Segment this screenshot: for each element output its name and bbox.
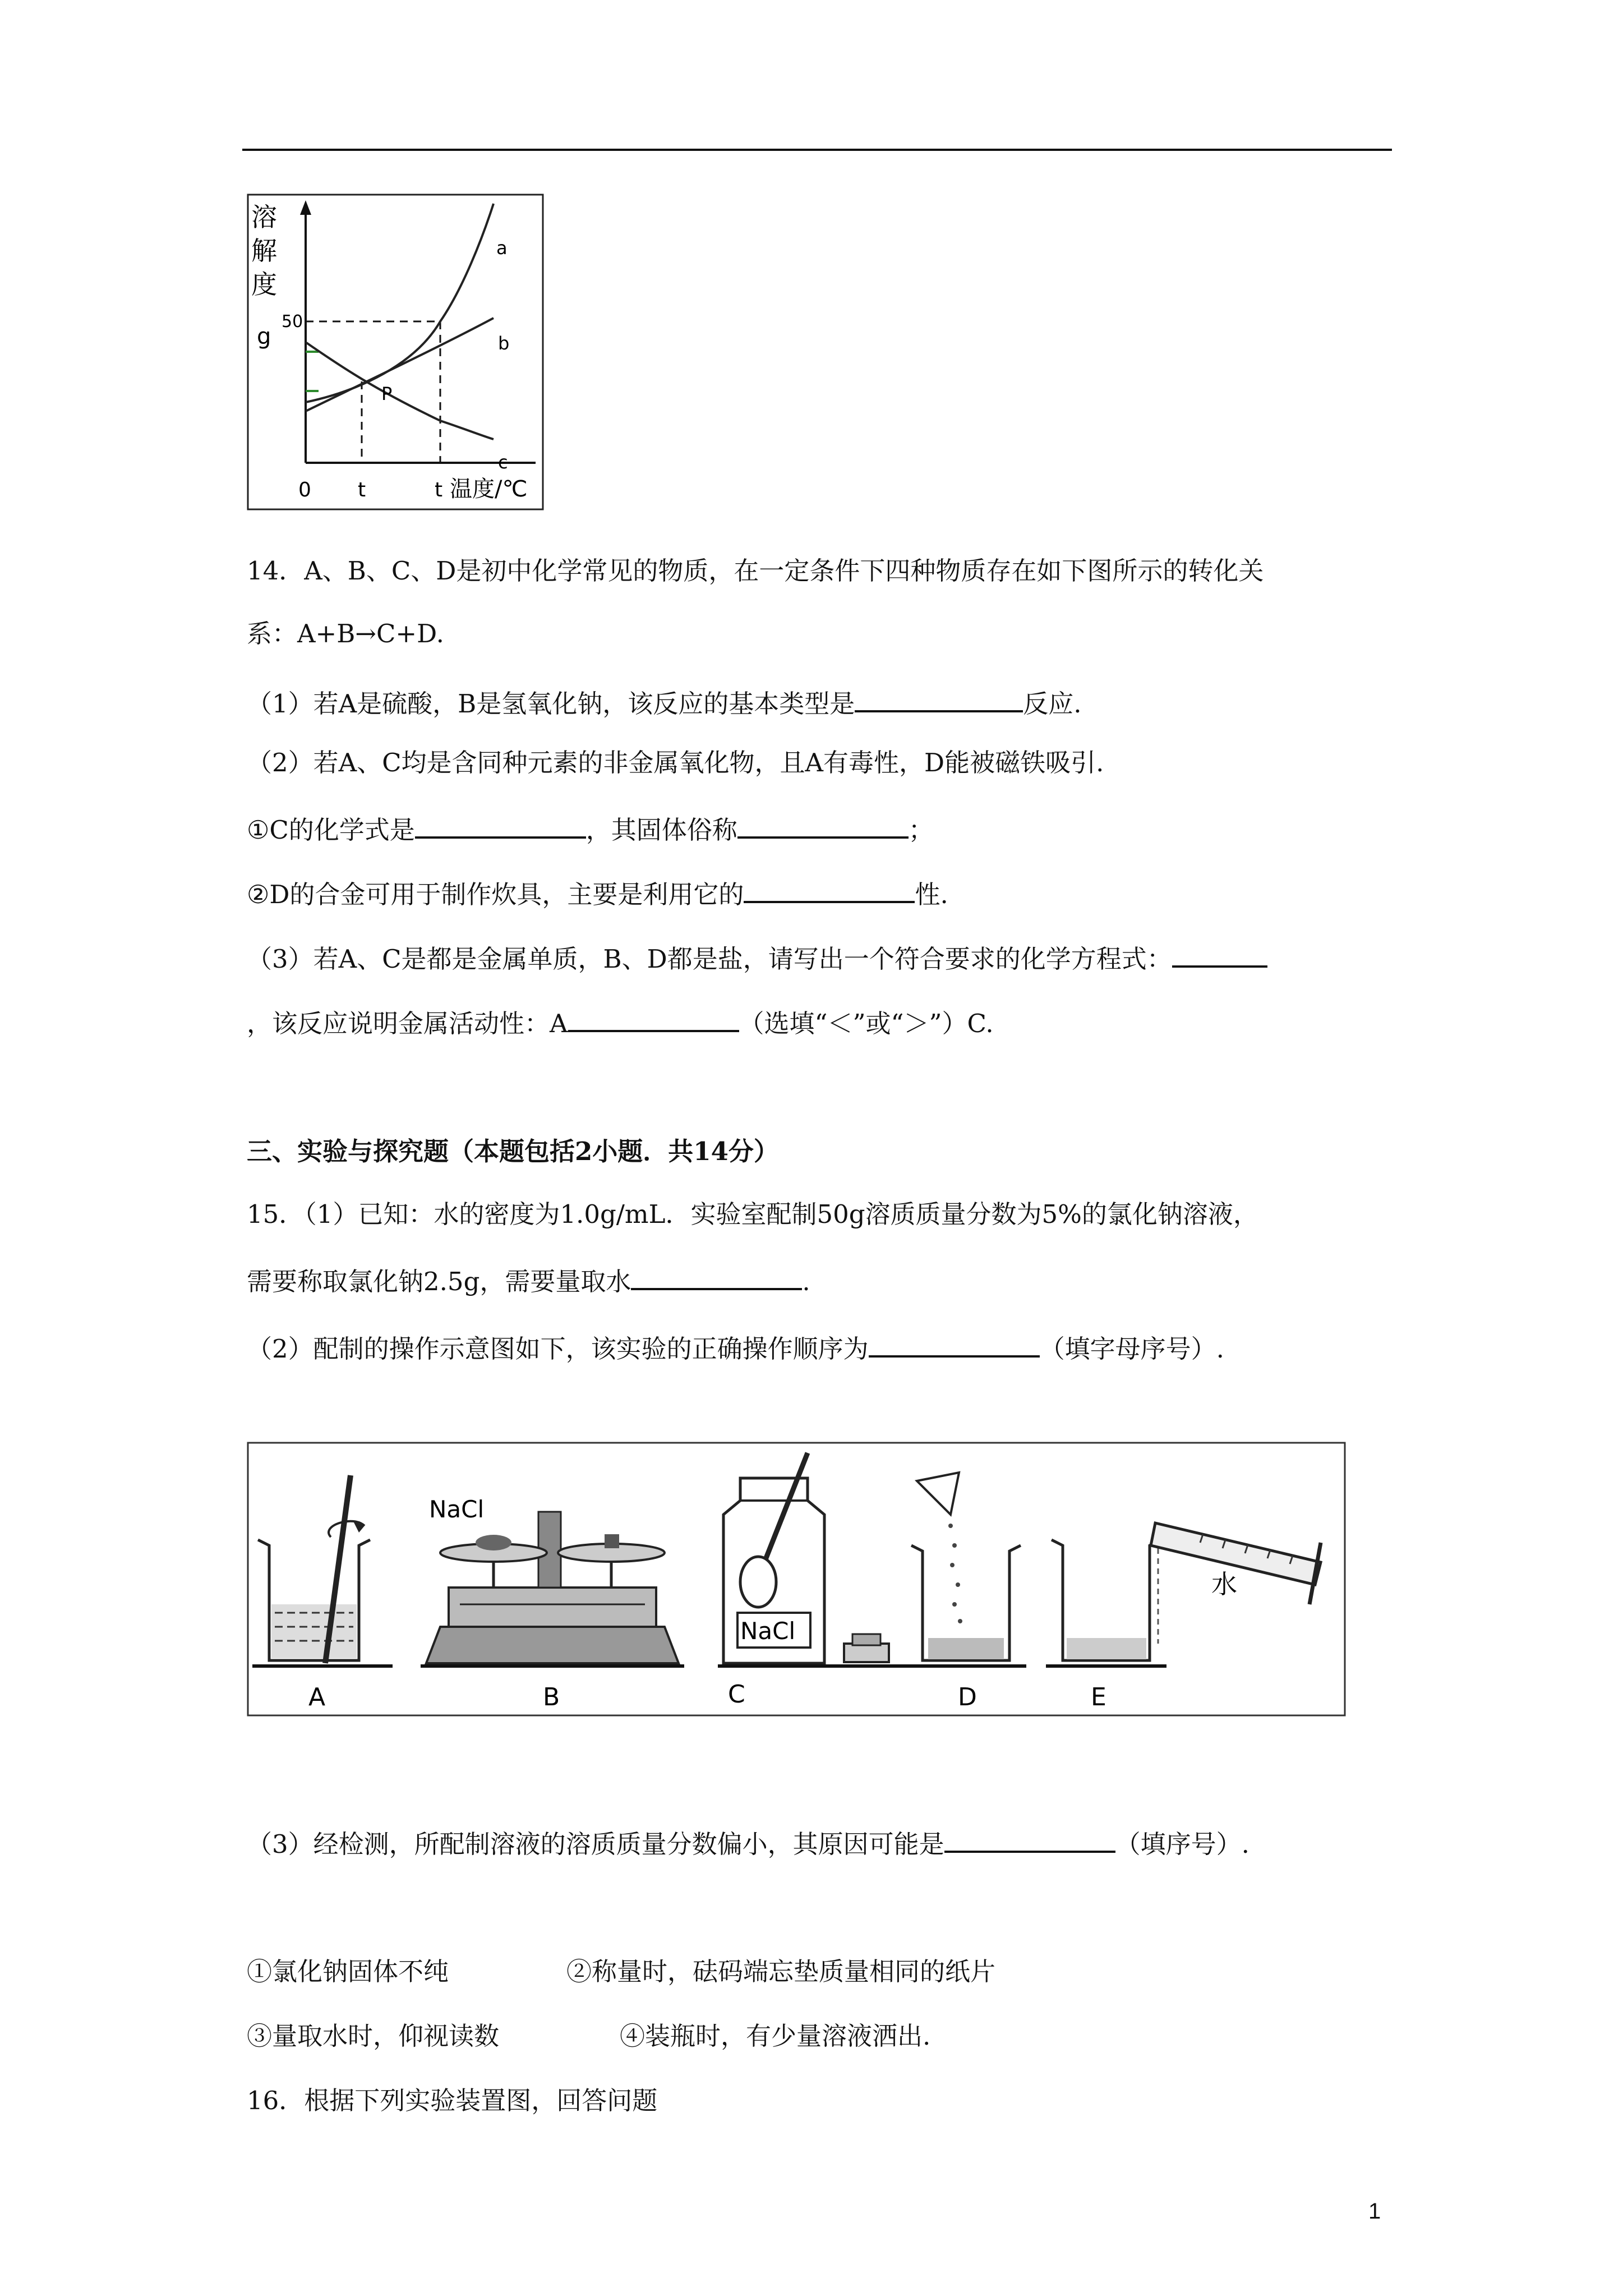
x-tick-t2: t xyxy=(435,478,443,501)
figure-water-label: 水 xyxy=(1211,1569,1237,1599)
q14-intro-line2: 系：A+B→C+D. xyxy=(247,619,444,648)
q15-part2-suffix: （填字母序号）. xyxy=(1039,1334,1224,1364)
curve-b xyxy=(306,318,494,411)
q15-part3-prefix: （3）经检测，所配制溶液的溶质质量分数偏小，其原因可能是 xyxy=(247,1829,944,1859)
q15-part1-line2 xyxy=(247,1262,810,1299)
q14-part2: （2）若A、C均是含同种元素的非金属氧化物，且A有毒性，D能被磁铁吸引. xyxy=(247,748,1104,777)
figure-label-c: C xyxy=(728,1680,745,1709)
q14-part2a-blank2[interactable] xyxy=(737,811,909,839)
q14-intro-line1: 14．A、B、C、D是初中化学常见的物质，在一定条件下四种物质存在如下图所示的转化关 xyxy=(247,556,1264,586)
apparatus-a-beaker-stirring xyxy=(252,1475,393,1666)
y-label-char-3: 度 xyxy=(251,269,277,300)
figure-nacl-label-b: NaCl xyxy=(429,1496,485,1523)
q14-part2b-suffix: 性. xyxy=(915,880,948,909)
q14-part2a xyxy=(247,811,934,847)
q14-part1 xyxy=(247,684,1082,721)
q15-option-4-wrap xyxy=(620,2019,930,2053)
figure-nacl-label-c: NaCl xyxy=(740,1617,796,1645)
curve-a xyxy=(306,204,494,402)
q14-part1-suffix: 反应. xyxy=(1023,689,1082,719)
figure-label-a: A xyxy=(308,1683,326,1711)
q14-part1-blank[interactable] xyxy=(855,684,1023,712)
q15-part2-prefix: （2）配制的操作示意图如下，该实验的正确操作顺序为 xyxy=(247,1334,869,1364)
header-rule xyxy=(242,149,1392,151)
figure-label-e: E xyxy=(1091,1683,1106,1711)
curve-c xyxy=(306,342,494,439)
q15-part1-line1: 15．（1）已知：水的密度为1.0g/mL．实验室配制50g溶质质量分数为5%的氯化钠溶液， xyxy=(247,1199,1258,1229)
y-tick-50: 50 xyxy=(282,312,303,332)
q15-part3-suffix: （填序号）. xyxy=(1115,1829,1249,1859)
q14-part3-prefix: （3）若A、C是都是金属单质，B、D都是盐，请写出一个符合要求的化学方程式： xyxy=(247,944,1172,974)
x-axis-label: 温度/℃ xyxy=(450,476,528,502)
solubility-chart xyxy=(247,194,544,510)
y-label-char-4: g xyxy=(257,324,271,349)
q14-part2b-blank[interactable] xyxy=(744,875,915,903)
q15-options-row1 xyxy=(247,1955,449,1989)
y-label-char-1: 溶 xyxy=(251,202,277,232)
q15-option-2: ②称量时，砝码端忘垫质量相同的纸片 xyxy=(566,1957,996,1986)
q16-text: 16．根据下列实验装置图，回答问题 xyxy=(247,2086,658,2115)
q14-part3-blank-activity[interactable] xyxy=(568,1004,739,1032)
q15-part3 xyxy=(247,1825,1249,1861)
apparatus-e-pour-water xyxy=(1046,1523,1321,1666)
q14-part2a-suffix: ； xyxy=(908,815,934,845)
apparatus-d-pour-solid xyxy=(906,1473,1026,1666)
page-number: 1 xyxy=(1368,2199,1381,2224)
q14-part1-prefix: （1）若A是硫酸，B是氢氧化钠，该反应的基本类型是 xyxy=(247,689,855,719)
point-p-label: P xyxy=(381,383,393,404)
q15-part1-line2-prefix: 需要称取氯化钠2.5g，需要量取水 xyxy=(247,1267,631,1296)
origin-label: 0 xyxy=(298,478,311,501)
q14-part2b xyxy=(247,875,948,912)
q14-part2a-prefix: ①C的化学式是 xyxy=(247,815,415,845)
curve-label-c: c xyxy=(498,452,508,473)
q14-part2a-mid: ，其固体俗称 xyxy=(585,815,737,845)
figure-label-d: D xyxy=(958,1683,977,1711)
q15-option-3: ③量取水时，仰视读数 xyxy=(247,2021,500,2051)
q15-option-4: ④装瓶时，有少量溶液洒出. xyxy=(620,2021,931,2051)
q14-part3-line2-prefix: ，该反应说明金属活动性：A xyxy=(247,1009,568,1038)
q14-part3-blank-equation[interactable] xyxy=(1172,940,1267,968)
q14-part3-line2 xyxy=(247,1004,994,1041)
q14-part2a-blank1[interactable] xyxy=(415,811,586,839)
q15-part2-blank[interactable] xyxy=(869,1329,1040,1358)
figure-label-b: B xyxy=(543,1683,560,1711)
q15-part1-line2-suffix: . xyxy=(802,1267,810,1296)
q15-options-row2 xyxy=(247,2019,499,2053)
q14-part2b-prefix: ②D的合金可用于制作炊具，主要是利用它的 xyxy=(247,880,744,909)
apparatus-b-balance xyxy=(421,1512,684,1666)
experiment-figure xyxy=(247,1442,1346,1717)
section3-heading: 三、实验与探究题（本题包括2小题．共14分） xyxy=(247,1137,779,1166)
q14-part3 xyxy=(247,940,1267,976)
x-tick-t1: t xyxy=(358,478,366,501)
curve-label-a: a xyxy=(496,237,508,259)
y-axis-arrow xyxy=(300,200,311,215)
q15-option-1: ①氯化钠固体不纯 xyxy=(247,1957,449,1986)
q15-part1-blank[interactable] xyxy=(631,1262,802,1290)
q15-option-2-wrap xyxy=(566,1955,995,1989)
q14-part3-line2-suffix: （选填“＜”或“＞”）C. xyxy=(739,1009,994,1038)
y-label-char-2: 解 xyxy=(251,236,277,266)
q15-part3-blank[interactable] xyxy=(944,1825,1115,1853)
q15-part2 xyxy=(247,1329,1224,1366)
curve-label-b: b xyxy=(498,333,510,354)
